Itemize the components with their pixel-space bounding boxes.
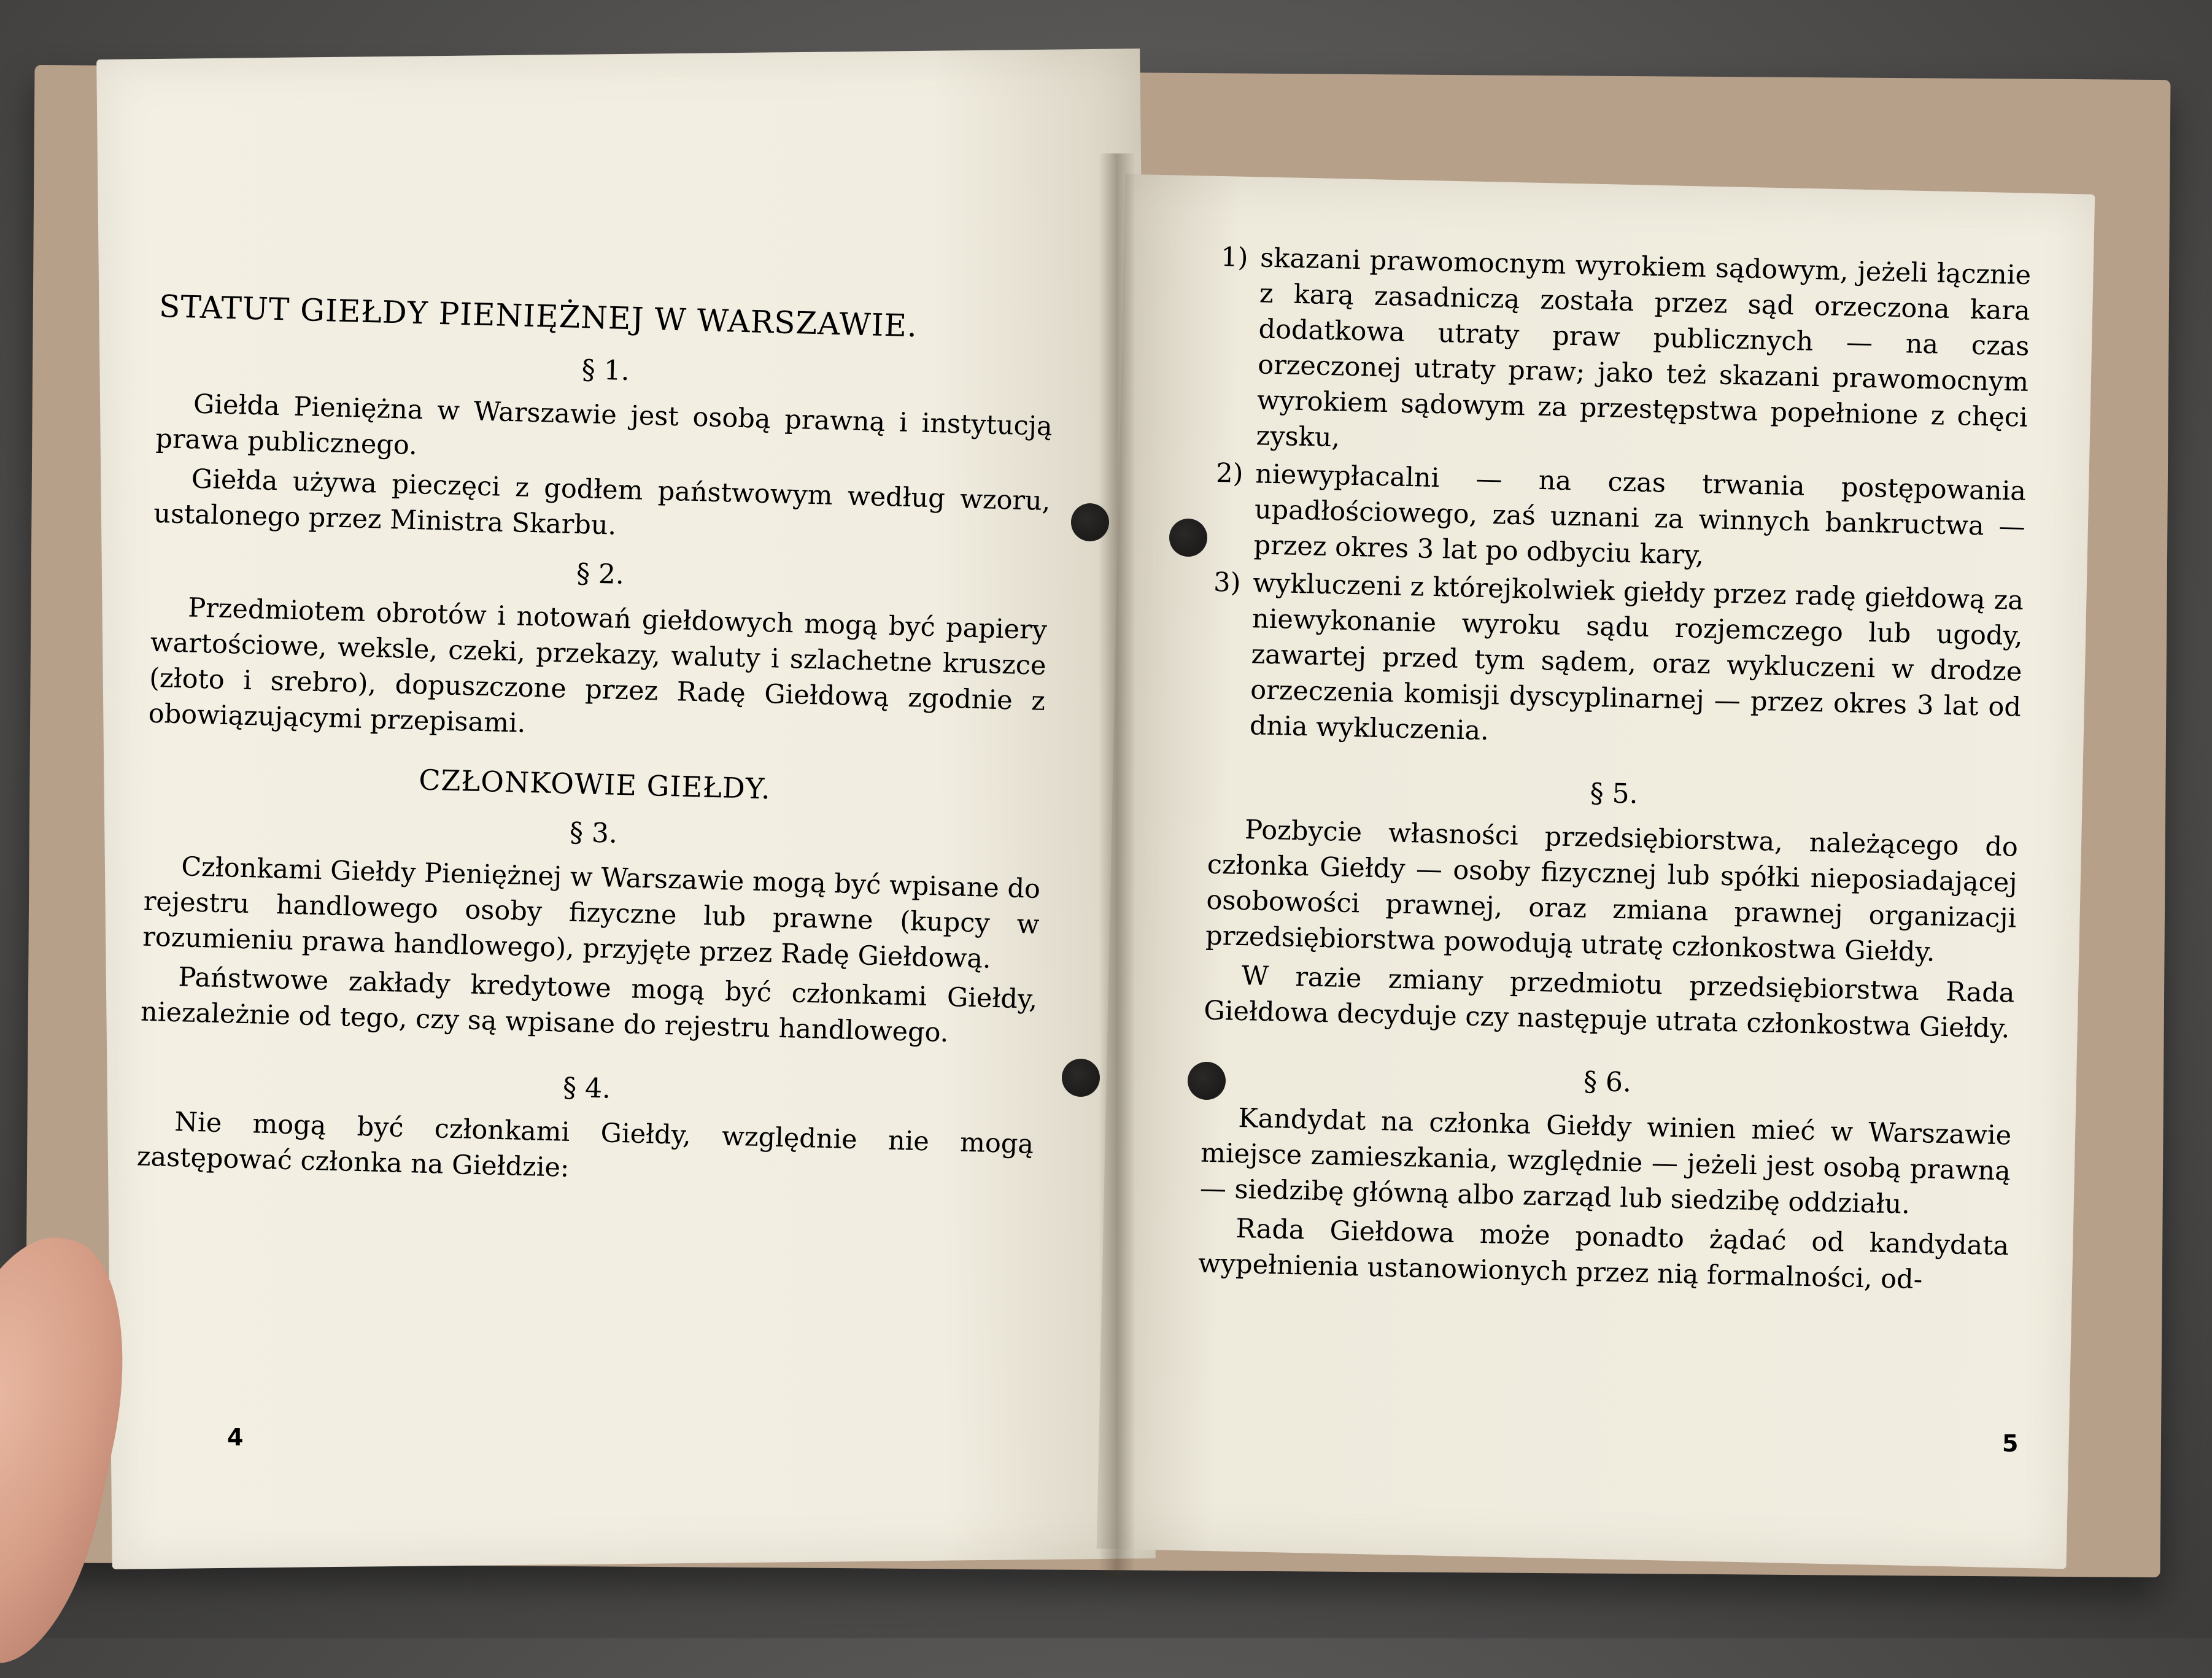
section-heading: § 3. (569, 816, 618, 849)
list-text: skazani prawomocnym wyrokiem sądowym, jeżeli łącznie z karą zasadniczą została przez sąd orzeczona kara dodatkowa utraty praw publicznych — na czas orzeczonej utraty praw; jako też skazani prawomocnym wyrokiem sądowym za przestępstwa popełnione z chęci zysku, (1256, 242, 2032, 454)
section-heading: § 5. (1590, 777, 1639, 810)
paragraph: W razie zmiany przedmiotu przedsiębiorstwa Rada Giełdowa decyduje czy następuje utrata członkostwa Giełdy. (1203, 961, 2016, 1045)
list-item (1210, 565, 2024, 761)
paragraph: Państwowe zakłady kredytowe mogą być członkami Giełdy, niezależnie od tego, czy są wpisane do rejestru handlowego. (140, 962, 1038, 1049)
paragraph: Giełda Pieniężna w Warszawie jest osobą prawną i instytucją prawa publicznego. (155, 389, 1053, 462)
members-heading: CZŁONKOWIE GIEŁDY. (418, 763, 771, 806)
list-item (1216, 239, 2032, 471)
book-fold (1099, 153, 1135, 1577)
list-number: 2) (1215, 457, 1244, 489)
punch-hole (1169, 519, 1207, 557)
paragraph: Pozbycie własności przedsiębiorstwa, należącego do członka Giełdy — osoby fizycznej lub spółki nieposiadającej osobowości prawnej, oraz zmiana prawnej organizacji przedsiębiorstwa powodują utratę członkostwa Giełdy. (1205, 814, 2019, 968)
section-heading: § 1. (581, 354, 630, 387)
paragraph: Giełda używa pieczęci z godłem państwowym według wzoru, ustalonego przez Ministra Skarbu. (153, 463, 1051, 541)
document-title: STATUT GIEŁDY PIENIĘŻNEJ W WARSZAWIE. (158, 288, 918, 344)
list-text: niewypłacalni — na czas trwania postępowania upadłościowego, zaś uznani za winnych bankructwa — przez okres 3 lat po odbyciu kary, (1253, 458, 2027, 571)
section-heading: § 6. (1583, 1065, 1632, 1099)
paragraph: Członkami Giełdy Pieniężnej w Warszawie mogą być wpisane do rejestru handlowego osoby fizyczne lub prawne (kupcy w rozumieniu prawa handlowego), przyjęte przez Radę Giełdową. (142, 851, 1041, 975)
paragraph: Przedmiotem obrotów i notowań giełdowych mogą być papiery wartościowe, weksle, czeki, przekazy, waluty i szlachetne kruszce (złoto i srebro), dopuszczone przez Radę Giełdową zgodnie z obowiązującymi przepisami. (148, 592, 1048, 739)
paragraph: Rada Giełdowa może ponadto żądać od kandydata wypełnienia ustanowionych przez nią formalności, od- (1197, 1213, 2009, 1296)
punch-hole (1071, 503, 1109, 541)
section-heading: § 4. (562, 1072, 611, 1105)
paragraph: Kandydat na członka Giełdy winien mieć w Warszawie miejsce zamieszkania, względnie — jeżeli jest osobą prawną — siedzibę główną albo zarząd lub siedzibę oddziału. (1199, 1102, 2012, 1220)
list-text: wykluczeni z którejkolwiek giełdy przez radę giełdową za niewykonanie wyroku sądu rozjemczego lub ugody, zawartej przed tym sądem, oraz wykluczeni w drodze orzeczenia komisji dyscyplinarnej — przez okres 3 lat od dnia wykluczenia. (1249, 568, 2024, 747)
section-heading: § 2. (576, 557, 625, 590)
list-number: 3) (1213, 566, 1242, 598)
page-number: 5 (2002, 1430, 2019, 1457)
right-page-text (1197, 239, 2031, 1304)
list-number: 1) (1220, 241, 1249, 273)
paragraph: Nie mogą być członkami Giełdy, względnie nie mogą zastępować członka na Giełdzie: (136, 1107, 1034, 1183)
punch-hole (1062, 1059, 1100, 1097)
page-number: 4 (227, 1424, 244, 1451)
left-page-text (136, 288, 1055, 1202)
list-item (1214, 455, 2027, 581)
